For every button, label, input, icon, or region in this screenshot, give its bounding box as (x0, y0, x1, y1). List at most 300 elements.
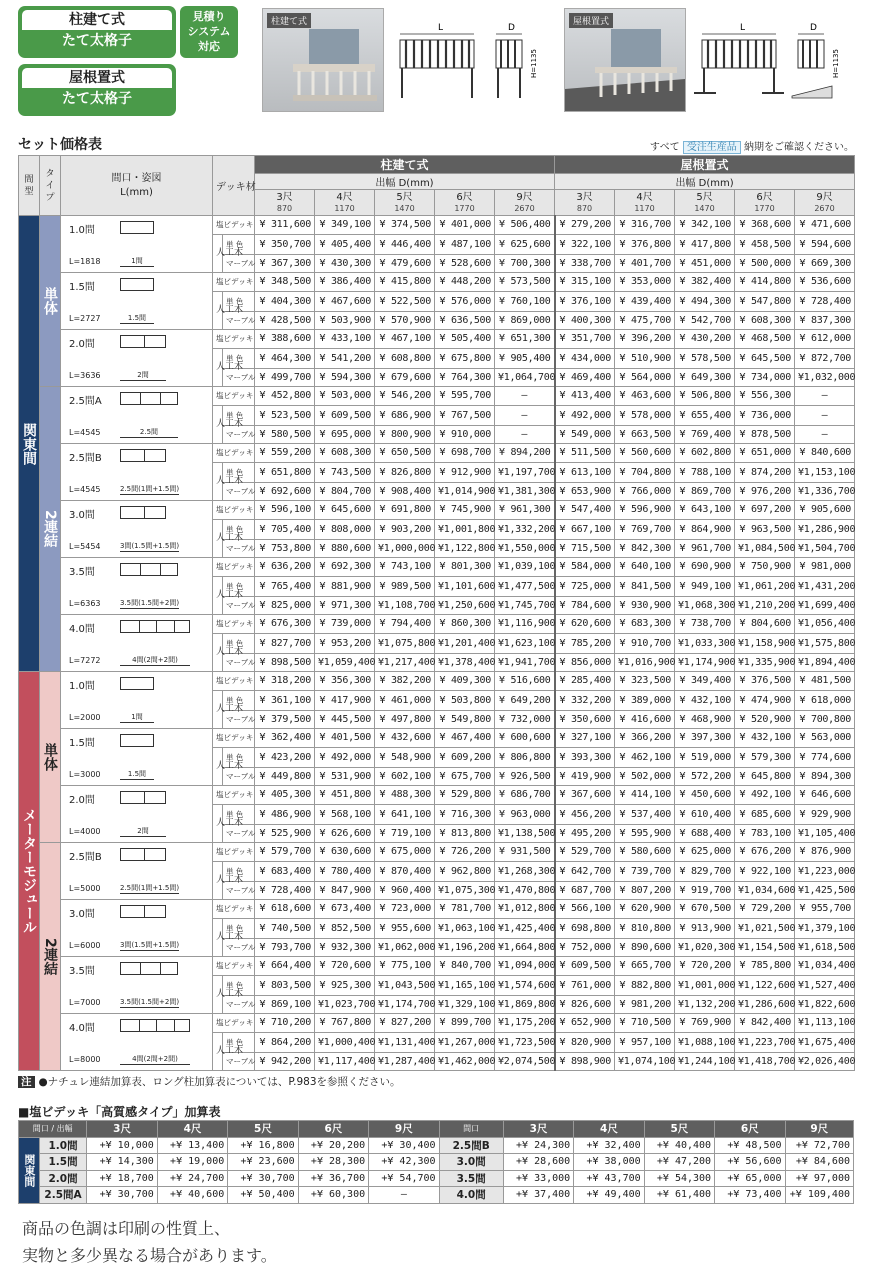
price-cell: ¥ 685,600 (735, 804, 795, 824)
price-cell: ¥ 594,300 (315, 368, 375, 387)
price-cell: ¥1,941,700 (495, 653, 555, 672)
addon-size: 5尺 (228, 1121, 298, 1138)
price-cell: ¥ 503,000 (315, 387, 375, 406)
price-cell: ¥1,527,400 (795, 975, 855, 995)
badge-hashiradate (18, 6, 176, 58)
pattern-cell (61, 558, 213, 615)
price-cell: ¥ 492,100 (735, 786, 795, 805)
price-cell: ¥ 609,500 (555, 957, 615, 976)
col-size: 間口・姿図 L(mm) (61, 156, 213, 216)
price-cell: ¥ 651,300 (495, 330, 555, 349)
price-cell: ¥ 670,500 (675, 900, 735, 919)
price-cell: ¥ 279,200 (555, 216, 615, 235)
span-caption: 1間 (120, 256, 154, 267)
price-cell: ¥ 820,900 (555, 1032, 615, 1052)
price-cell: ¥ 618,600 (255, 900, 315, 919)
price-cell: ¥ 463,600 (615, 387, 675, 406)
price-cell: ¥ 368,600 (735, 216, 795, 235)
price-cell: ¥ 448,200 (435, 273, 495, 292)
price-cell: ¥ 679,600 (375, 368, 435, 387)
fence-pattern-icon (120, 563, 178, 576)
price-cell: — (795, 425, 855, 444)
addon-row (19, 1187, 854, 1204)
price-cell: ¥1,021,500 (735, 918, 795, 938)
price-cell: ¥1,286,600 (735, 995, 795, 1014)
price-cell: ¥1,061,200 (735, 576, 795, 596)
price-cell: ¥1,105,400 (795, 824, 855, 843)
price-cell: ¥ 609,500 (315, 405, 375, 425)
price-cell: ¥ 511,500 (555, 444, 615, 463)
price-cell: ¥ 645,500 (735, 348, 795, 368)
price-cell: ¥ 804,600 (735, 615, 795, 634)
pattern-cell (61, 501, 213, 558)
price-cell: ¥1,196,200 (435, 938, 495, 957)
deck-marble: マーブル (223, 596, 255, 615)
addon-row (19, 1137, 854, 1154)
price-cell: ¥ 882,800 (615, 975, 675, 995)
length-label: L=2727 (69, 314, 101, 323)
addon-price: +¥ 38,000 (574, 1154, 644, 1171)
price-cell: ¥1,745,700 (495, 596, 555, 615)
price-cell: ¥ 739,000 (315, 615, 375, 634)
deck-enbi: 塩ビデッキ (213, 786, 255, 805)
price-cell: ¥ 804,700 (315, 482, 375, 501)
price-cell: ¥ 579,700 (255, 843, 315, 862)
table-row (19, 786, 855, 805)
fence-diagram-hashiradate (390, 18, 560, 106)
addon-price: +¥ 60,300 (298, 1187, 368, 1204)
price-cell: ¥ 620,600 (555, 615, 615, 634)
price-cell: ¥ 519,000 (675, 747, 735, 767)
price-cell: ¥ 723,000 (375, 900, 435, 919)
deck-single-color: 単 色 (223, 405, 255, 425)
deck-enbi: 塩ビデッキ (213, 843, 255, 862)
price-cell: ¥ 963,500 (735, 519, 795, 539)
footer-note: 商品の色調は印刷の性質上、 実物と多少異なる場合があります。 (22, 1219, 277, 1265)
fence-pattern-icon (120, 791, 166, 804)
deck-wood: 人工木 (213, 975, 223, 1014)
price-cell: ¥ 541,200 (315, 348, 375, 368)
addon-price: +¥ 10,000 (87, 1137, 157, 1154)
addon-price: +¥ 48,500 (715, 1137, 785, 1154)
price-cell: ¥ 488,300 (375, 786, 435, 805)
price-cell: ¥1,504,700 (795, 539, 855, 558)
price-cell: ¥ 456,200 (555, 804, 615, 824)
price-cell: ¥1,378,400 (435, 653, 495, 672)
addon-key: 3.0間 (439, 1154, 503, 1171)
region-label: メーターモジュール (19, 672, 40, 1071)
deck-marble: マーブル (223, 995, 255, 1014)
price-cell: ¥ 876,900 (795, 843, 855, 862)
price-cell: ¥ 949,100 (675, 576, 735, 596)
pattern-cell (61, 330, 213, 387)
table-row (19, 387, 855, 406)
fence-pattern-icon (120, 221, 154, 234)
price-cell: ¥ 860,300 (435, 615, 495, 634)
span-caption: 2.5間 (120, 427, 178, 438)
deck-marble: マーブル (223, 767, 255, 786)
price-cell: ¥ 620,900 (615, 900, 675, 919)
price-cell: ¥ 931,500 (495, 843, 555, 862)
price-cell: ¥ 734,000 (735, 368, 795, 387)
span-label: 4.0間 (69, 1023, 95, 1034)
deck-enbi: 塩ビデッキ (213, 615, 255, 634)
price-cell: ¥ 989,500 (375, 576, 435, 596)
price-cell: ¥ 919,700 (675, 881, 735, 900)
price-cell: ¥ 471,600 (795, 216, 855, 235)
price-cell: ¥ 608,300 (735, 311, 795, 330)
price-cell: ¥ 890,600 (615, 938, 675, 957)
table-row (19, 444, 855, 463)
addon-key: 2.5間B (439, 1137, 503, 1154)
price-cell: ¥1,379,100 (795, 918, 855, 938)
deck-single-color: 単 色 (223, 690, 255, 710)
price-cell: ¥ 780,400 (315, 861, 375, 881)
price-cell: ¥ 434,000 (555, 348, 615, 368)
price-cell: ¥ 675,800 (435, 348, 495, 368)
size-col-1170: 4尺 1170 (615, 190, 675, 216)
price-cell: ¥ 690,900 (675, 558, 735, 577)
length-label: L=3000 (69, 770, 101, 779)
price-cell: ¥ 825,000 (255, 596, 315, 615)
price-cell: ¥ 584,000 (555, 558, 615, 577)
price-cell: ¥1,001,000 (675, 975, 735, 995)
addon-header-row (19, 1121, 854, 1138)
price-cell: ¥1,132,200 (675, 995, 735, 1014)
price-cell: ¥ 739,700 (615, 861, 675, 881)
price-cell: ¥ 413,400 (555, 387, 615, 406)
price-cell: ¥ 963,000 (495, 804, 555, 824)
table-row (19, 1014, 855, 1033)
price-cell: ¥ 686,900 (375, 405, 435, 425)
price-cell: ¥ 645,600 (315, 501, 375, 520)
price-cell: ¥ 445,500 (315, 710, 375, 729)
price-cell: ¥ 856,000 (555, 653, 615, 672)
length-label: L=4000 (69, 827, 101, 836)
price-cell: ¥1,113,100 (795, 1014, 855, 1033)
addon-size: 3尺 (87, 1121, 157, 1138)
deck-single-color: 単 色 (223, 576, 255, 596)
price-cell: ¥ 492,000 (555, 405, 615, 425)
price-cell: ¥ 323,500 (615, 672, 675, 691)
price-cell: ¥ 502,000 (615, 767, 675, 786)
price-cell: ¥ 894,300 (795, 767, 855, 786)
table-row (19, 672, 855, 691)
price-cell: ¥ 651,800 (255, 462, 315, 482)
price-cell: ¥1,001,800 (435, 519, 495, 539)
price-cell: ¥ 688,400 (675, 824, 735, 843)
addon-price: +¥ 109,400 (785, 1187, 853, 1204)
price-cell: ¥1,381,300 (495, 482, 555, 501)
price-cell: ¥ 769,400 (675, 425, 735, 444)
price-table-title: セット価格表 (18, 137, 102, 153)
addon-price: +¥ 18,700 (87, 1170, 157, 1187)
price-cell: ¥ 315,100 (555, 273, 615, 292)
addon-price: +¥ 50,400 (228, 1187, 298, 1204)
price-cell: ¥ 743,100 (375, 558, 435, 577)
price-cell: ¥ 379,500 (255, 710, 315, 729)
addon-size: 9尺 (369, 1121, 439, 1138)
price-cell: ¥ 926,500 (495, 767, 555, 786)
price-cell: ¥ 813,800 (435, 824, 495, 843)
price-cell: ¥ 729,200 (735, 900, 795, 919)
span-label: 1.0間 (69, 225, 95, 236)
price-cell: ¥1,822,600 (795, 995, 855, 1014)
fence-pattern-icon (120, 506, 166, 519)
size-col-2670: 9尺 2670 (795, 190, 855, 216)
price-cell: ¥ 350,600 (555, 710, 615, 729)
price-cell: ¥ 503,900 (315, 311, 375, 330)
photo-yaneoki (564, 8, 686, 112)
price-cell: ¥1,108,700 (375, 596, 435, 615)
price-cell: ¥ 841,500 (615, 576, 675, 596)
addon-size: 5尺 (644, 1121, 714, 1138)
price-cell: ¥ 847,900 (315, 881, 375, 900)
price-cell: ¥ 451,800 (315, 786, 375, 805)
deck-marble: マーブル (223, 824, 255, 843)
price-cell: ¥ 351,700 (555, 330, 615, 349)
pattern-cell (61, 843, 213, 900)
price-cell: ¥ 760,100 (495, 291, 555, 311)
table-row (19, 957, 855, 976)
price-cell: ¥1,094,000 (495, 957, 555, 976)
length-label: L=1818 (69, 257, 101, 266)
price-cell: ¥ 409,300 (435, 672, 495, 691)
pattern-cell (61, 615, 213, 672)
deck-single-color: 単 色 (223, 519, 255, 539)
price-cell: ¥ 536,600 (795, 273, 855, 292)
price-cell: ¥ 698,700 (435, 444, 495, 463)
price-cell: ¥ 793,700 (255, 938, 315, 957)
price-cell: ¥ 929,900 (795, 804, 855, 824)
price-cell: ¥ 785,200 (555, 633, 615, 653)
length-label: L=6363 (69, 599, 101, 608)
addon-size: 6尺 (298, 1121, 368, 1138)
price-cell: ¥1,023,700 (315, 995, 375, 1014)
price-cell: ¥ 761,000 (555, 975, 615, 995)
deck-wood: 人工木 (213, 690, 223, 729)
badge-yaneoki (18, 64, 176, 116)
price-cell: ¥ 705,400 (255, 519, 315, 539)
price-cell: ¥ 801,300 (435, 558, 495, 577)
price-cell: ¥ 903,200 (375, 519, 435, 539)
price-cell: ¥ 912,900 (435, 462, 495, 482)
deck-enbi: 塩ビデッキ (213, 330, 255, 349)
deck-enbi: 塩ビデッキ (213, 387, 255, 406)
price-cell: ¥ 808,000 (315, 519, 375, 539)
price-cell: ¥1,618,500 (795, 938, 855, 957)
price-cell: ¥ 683,400 (255, 861, 315, 881)
price-cell: ¥1,425,400 (495, 918, 555, 938)
price-cell: ¥ 367,600 (555, 786, 615, 805)
fence-pattern-icon (120, 734, 154, 747)
deck-enbi: 塩ビデッキ (213, 900, 255, 919)
deck-marble: マーブル (223, 482, 255, 501)
price-cell: ¥1,039,100 (495, 558, 555, 577)
price-cell: ¥1,064,700 (495, 368, 555, 387)
addon-price: +¥ 14,300 (87, 1154, 157, 1171)
price-cell: ¥ 764,300 (435, 368, 495, 387)
price-cell: ¥ 414,800 (735, 273, 795, 292)
price-cell: ¥1,153,100 (795, 462, 855, 482)
span-caption: 2.5間(1間+1.5間) (120, 884, 180, 892)
deck-wood: 人工木 (213, 405, 223, 444)
fence-pattern-icon (120, 449, 166, 462)
span-label: 2.5間A (69, 396, 102, 407)
addon-price: +¥ 16,800 (228, 1137, 298, 1154)
fence-pattern-icon (120, 962, 178, 975)
length-label: L=7272 (69, 656, 101, 665)
addon-price: +¥ 54,700 (369, 1170, 439, 1187)
addon-head-right: 間口 (439, 1121, 503, 1138)
price-cell: ¥ 467,400 (435, 729, 495, 748)
type-single-label: 単体 (40, 216, 61, 387)
fence-pattern-icon (120, 278, 154, 291)
deck-marble: マーブル (223, 425, 255, 444)
price-cell: ¥1,675,400 (795, 1032, 855, 1052)
price-cell: ¥ 467,100 (375, 330, 435, 349)
price-cell: ¥ 361,100 (255, 690, 315, 710)
price-cell: ¥ 439,400 (615, 291, 675, 311)
price-cell: ¥ 516,600 (495, 672, 555, 691)
price-cell: ¥ 869,700 (675, 482, 735, 501)
addon-price: +¥ 49,400 (574, 1187, 644, 1204)
price-cell: ¥ 960,400 (375, 881, 435, 900)
price-cell: ¥ 423,200 (255, 747, 315, 767)
price-cell: ¥ 738,700 (675, 615, 735, 634)
length-label: L=4545 (69, 428, 101, 437)
price-cell: ¥1,623,100 (495, 633, 555, 653)
table-row (19, 843, 855, 862)
price-cell: ¥ 626,600 (315, 824, 375, 843)
price-cell: ¥ 962,800 (435, 861, 495, 881)
price-cell: ¥ 389,000 (615, 690, 675, 710)
span-caption: 4間(2間+2間) (120, 655, 190, 666)
deck-single-color: 単 色 (223, 462, 255, 482)
price-cell: ¥ 957,100 (615, 1032, 675, 1052)
price-cell: ¥ 401,500 (315, 729, 375, 748)
price-cell: ¥ 643,100 (675, 501, 735, 520)
addon-price: +¥ 97,000 (785, 1170, 853, 1187)
span-caption: 1.5間 (120, 769, 154, 780)
span-label: 2.5間B (69, 453, 102, 464)
proj-header-2: 出幅 D(mm) (555, 174, 855, 190)
price-cell: ¥ 649,300 (675, 368, 735, 387)
price-cell: ¥1,477,500 (495, 576, 555, 596)
price-cell: ¥ 736,000 (735, 405, 795, 425)
price-cell: ¥1,197,700 (495, 462, 555, 482)
addon-price: +¥ 23,600 (228, 1154, 298, 1171)
price-cell: ¥ 810,800 (615, 918, 675, 938)
price-cell: ¥ 522,500 (375, 291, 435, 311)
price-cell: ¥ 564,000 (615, 368, 675, 387)
deck-single-color: 単 色 (223, 747, 255, 767)
span-label: 1.5間 (69, 738, 95, 749)
price-cell: ¥ 961,700 (675, 539, 735, 558)
addon-key: 3.5間 (439, 1170, 503, 1187)
price-cell: ¥ 673,400 (315, 900, 375, 919)
price-cell: ¥ 676,300 (255, 615, 315, 634)
price-cell: ¥ 563,000 (795, 729, 855, 748)
price-cell: ¥ 417,800 (675, 234, 735, 254)
price-cell: ¥1,575,800 (795, 633, 855, 653)
price-cell: ¥ 910,000 (435, 425, 495, 444)
price-cell: ¥ 766,000 (615, 482, 675, 501)
deck-wood: 人工木 (213, 918, 223, 957)
price-cell: ¥1,267,000 (435, 1032, 495, 1052)
addon-price: +¥ 40,600 (157, 1187, 227, 1204)
price-cell: ¥ 464,300 (255, 348, 315, 368)
price-cell: ¥1,063,100 (435, 918, 495, 938)
addon-price: +¥ 33,000 (503, 1170, 573, 1187)
addon-size: 4尺 (574, 1121, 644, 1138)
deck-wood: 人工木 (213, 576, 223, 615)
price-cell: ¥ 905,600 (795, 501, 855, 520)
price-cell: ¥ 349,100 (315, 216, 375, 235)
price-cell: ¥ 546,200 (375, 387, 435, 406)
price-cell: ¥ 692,300 (315, 558, 375, 577)
span-caption: 4間(2間+2間) (120, 1054, 190, 1065)
fence-pattern-icon (120, 335, 166, 348)
span-caption: 1.5間 (120, 313, 154, 324)
price-cell: ¥1,116,900 (495, 615, 555, 634)
price-cell: ¥ 971,300 (315, 596, 375, 615)
price-cell: ¥ 332,200 (555, 690, 615, 710)
price-cell: ¥ 595,700 (435, 387, 495, 406)
table-row (19, 900, 855, 919)
made-to-order-tag: 受注生産品 (683, 141, 741, 154)
price-cell: ¥ 869,100 (255, 995, 315, 1014)
price-cell: ¥ 481,500 (795, 672, 855, 691)
price-cell: ¥ 976,200 (735, 482, 795, 501)
price-cell: ¥ 450,600 (675, 786, 735, 805)
price-cell: ¥ 874,200 (735, 462, 795, 482)
price-cell: ¥ 596,900 (615, 501, 675, 520)
price-cell: ¥ 842,300 (615, 539, 675, 558)
type-single-label: 単体 (40, 672, 61, 843)
price-cell: ¥1,075,300 (435, 881, 495, 900)
price-cell: ¥ 428,500 (255, 311, 315, 330)
price-cell: ¥ 529,800 (435, 786, 495, 805)
table-row (19, 330, 855, 349)
length-label: L=4545 (69, 485, 101, 494)
price-cell: ¥ 953,200 (315, 633, 375, 653)
price-cell: ¥ 342,100 (675, 216, 735, 235)
price-cell: ¥ 725,000 (555, 576, 615, 596)
price-cell: ¥1,431,200 (795, 576, 855, 596)
price-cell: ¥ 479,600 (375, 254, 435, 273)
deck-single-color: 単 色 (223, 234, 255, 254)
addon-price: — (369, 1187, 439, 1204)
price-cell: ¥ 664,400 (255, 957, 315, 976)
price-cell: ¥ 625,600 (495, 234, 555, 254)
price-cell: ¥ 769,700 (615, 519, 675, 539)
deck-marble: マーブル (223, 710, 255, 729)
price-cell: ¥ 700,800 (795, 710, 855, 729)
price-cell: ¥ 461,000 (375, 690, 435, 710)
price-cell: ¥1,000,400 (315, 1032, 375, 1052)
price-cell: ¥ 405,300 (255, 786, 315, 805)
price-cell: ¥ 499,700 (255, 368, 315, 387)
note-text: ●ナチュレ連結加算表、ロング柱加算表については、P.983を参照ください。 (38, 1076, 401, 1088)
pattern-cell (61, 786, 213, 843)
svg-text:L: L (438, 23, 444, 33)
price-cell: ¥ 743,500 (315, 462, 375, 482)
price-cell: ¥ 285,400 (555, 672, 615, 691)
price-cell: ¥ 692,600 (255, 482, 315, 501)
deck-enbi: 塩ビデッキ (213, 558, 255, 577)
price-cell: ¥ 753,800 (255, 539, 315, 558)
